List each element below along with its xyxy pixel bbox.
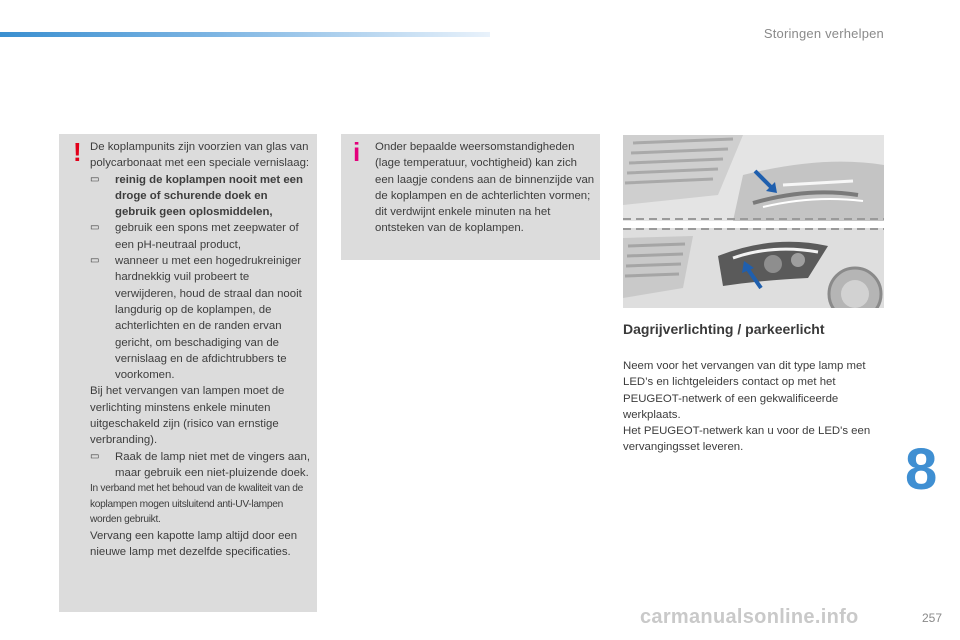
headlamp-image bbox=[623, 228, 884, 308]
warning-box bbox=[59, 134, 317, 612]
bullet-icon: ▭ bbox=[90, 173, 100, 185]
headlamp-illustration bbox=[623, 228, 884, 308]
page-number: 257 bbox=[921, 611, 942, 625]
bullet-icon: ▭ bbox=[90, 450, 100, 462]
bullet-text: wanneer u met een hogedrukreiniger hardnekkig vuil probeert te verwijderen, houd de straal dan nooit langdurig op de koplampen, de achterlichten en de randen ervan gericht, om beschadiging van de vernislaag en de afdichtrubbers te voorkomen. bbox=[115, 255, 302, 382]
drl-paragraph: Neem voor het vervangen van dit type lamp met LED’s en lichtgeleiders contact op met het PEUGEOT-netwerk of een gekwalificeerde werkplaats. bbox=[623, 360, 866, 421]
list-item bbox=[90, 172, 310, 221]
warning-paragraph: Vervang een kapotte lamp altijd door een nieuwe lamp met dezelfde specificaties. bbox=[90, 529, 298, 559]
chapter-number: 8 bbox=[905, 437, 938, 502]
car-front-illustration bbox=[623, 135, 884, 221]
bullet-icon: ▭ bbox=[90, 255, 100, 267]
bullet-icon: ▭ bbox=[90, 222, 100, 234]
list-item bbox=[90, 220, 310, 253]
info-icon: i bbox=[353, 137, 361, 167]
watermark: carmanualsonline.info bbox=[640, 606, 859, 628]
header-accent-bar bbox=[0, 32, 490, 37]
warning-intro: De koplampunits zijn voorzien van glas van polycarbonaat met een speciale vernislaag: bbox=[90, 141, 310, 170]
info-text: Onder bepaalde weersomstandigheden (lage temperatuur, vochtigheid) kan zich een laagje condens aan de binnenzijde van de koplampen en de achterlichten vormen; dit verdwijnt enkele minuten na het ontsteken van de koplampen. bbox=[375, 141, 595, 235]
warning-paragraph-small: In verband met het behoud van de kwaliteit van de koplampen mogen uitsluitend anti-UV-lampen worden gebruikt. bbox=[90, 483, 303, 526]
bullet-text: Raak de lamp niet met de vingers aan, maar gebruik een niet-pluizende doek. bbox=[115, 450, 311, 479]
car-front-led-image bbox=[623, 135, 884, 221]
warning-text bbox=[90, 139, 310, 560]
drl-body bbox=[623, 358, 885, 456]
section-title: Storingen verhelpen bbox=[763, 26, 884, 41]
warning-paragraph: Bij het vervangen van lampen moet de verlichting minstens enkele minuten uitgeschakeld zijn (risico van ernstige verbranding). bbox=[90, 385, 285, 447]
info-box bbox=[341, 134, 600, 260]
bullet-text: gebruik een spons met zeepwater of een pH-neutraal product, bbox=[115, 222, 299, 251]
list-item bbox=[90, 449, 310, 482]
section-heading: Dagrijverlichting / parkeerlicht bbox=[623, 321, 825, 337]
bullet-text: reinig de koplampen nooit met een droge of schurende doek en gebruik geen oplosmiddelen, bbox=[115, 173, 303, 219]
list-item bbox=[90, 253, 310, 383]
drl-paragraph: Het PEUGEOT-netwerk kan u voor de LED's een vervangingsset leveren. bbox=[623, 425, 871, 454]
exclamation-icon: ! bbox=[73, 137, 82, 167]
